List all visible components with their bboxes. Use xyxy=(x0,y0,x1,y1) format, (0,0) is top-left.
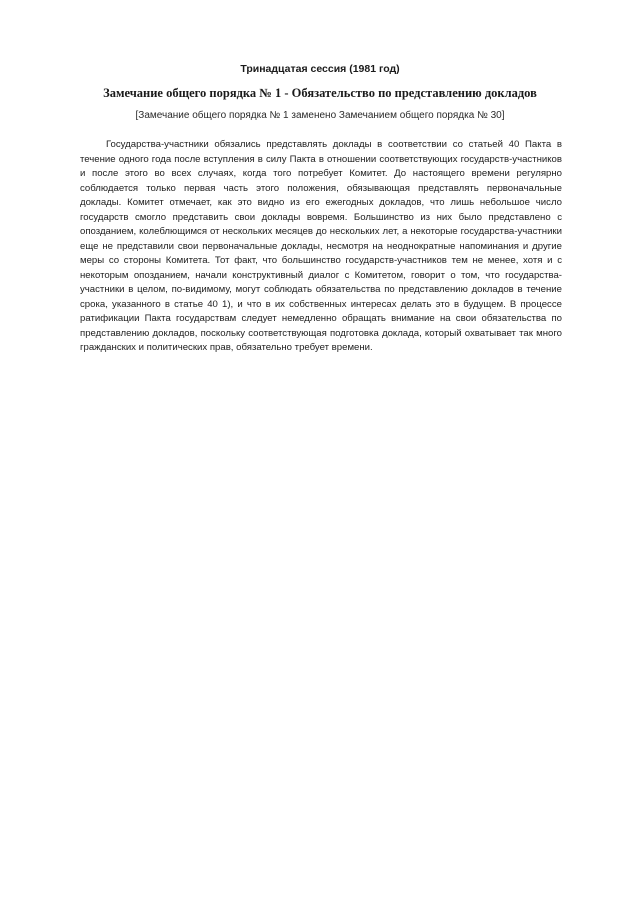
body-paragraph: Государства-участники обязались представлять доклады в соответствии со статьей 40 Пакта в течение одного года после вступления в силу Пакта в отношении соответствующих государств-участников и после этого во всех случаях, когда того потребует Комитет. До настоящего времени регулярно соблюдается только первая часть этого положения, обязывающая представлять первоначальные доклады. Комитет отмечает, как это видно из его ежегодных докладов, что лишь небольшое число государств смогло представить свои доклады вовремя. Большинство из них было представлено с опозданием, колеблющимся от нескольких месяцев до нескольких лет, а некоторые государства-участники еще не представили свои первоначальные доклады, несмотря на неоднократные напоминания и другие меры со стороны Комитета. Тот факт, что большинство государств-участников тем не менее, хотя и с некоторым опозданием, начали конструктивный диалог с Комитетом, говорит о том, что государства-участники в целом, по-видимому, могут соблюдать обязательства по представлению докладов в течение срока, указанного в статье 40 1), и что в их собственных интересах делать это в будущем. В процессе ратификации Пакта государствам следует немедленно обращать внимание на свои обязательства по представлению докладов, поскольку соответствующая подготовка доклада, который охватывает так много гражданских и политических прав, обязательно требует времени. xyxy=(80,139,562,353)
comment-title: Замечание общего порядка № 1 - Обязательство по представлению докладов xyxy=(103,86,537,100)
session-title: Тринадцатая сессия (1981 год) xyxy=(240,63,400,75)
replacement-note: [Замечание общего порядка № 1 заменено Замечанием общего порядка № 30] xyxy=(135,110,505,121)
